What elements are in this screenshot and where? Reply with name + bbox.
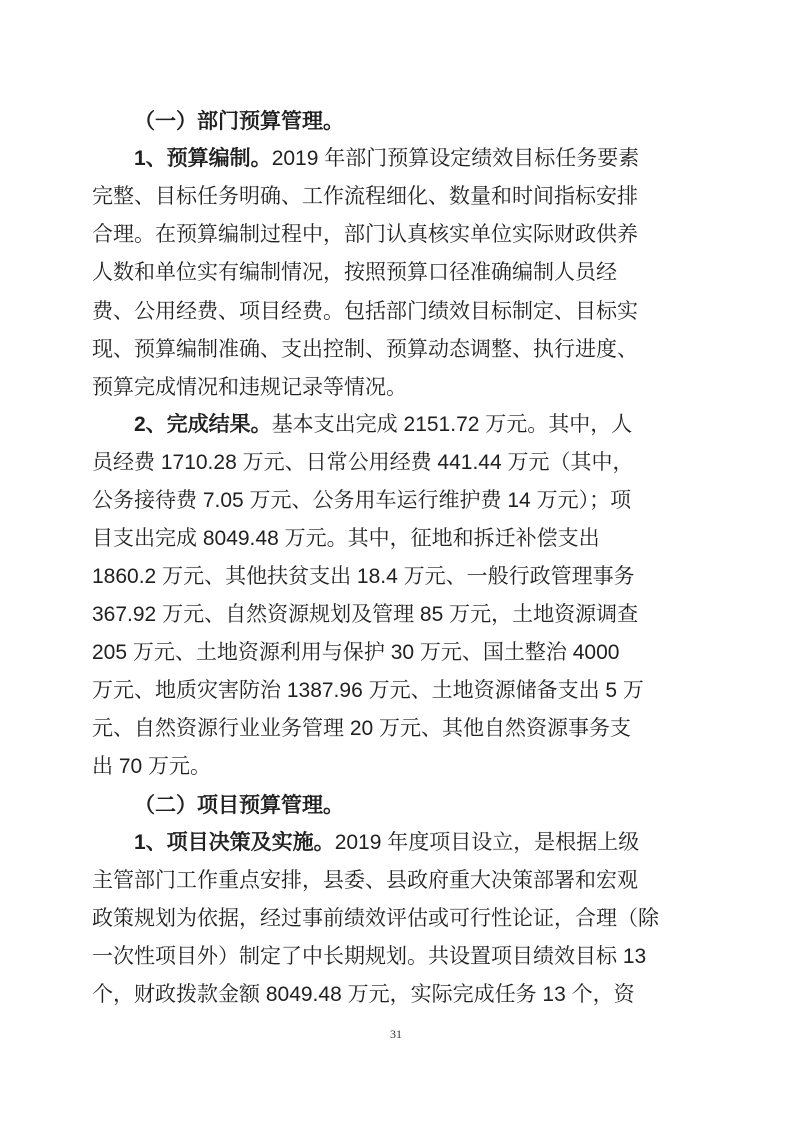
text-line — [92, 710, 680, 748]
text-line — [92, 976, 680, 1014]
text-line — [92, 444, 680, 482]
text-segment: 2、完成结果。 — [134, 413, 272, 436]
text-line — [92, 634, 680, 672]
text-line — [92, 900, 680, 938]
page-number: 31 — [390, 1027, 402, 1041]
section-heading — [92, 786, 680, 824]
text-line — [92, 824, 680, 862]
text-line — [92, 672, 680, 710]
text-segment: 现、预算编制准确、支出控制、预算动态调整、执行进度、 — [92, 337, 638, 361]
text-segment: 1、项目决策及实施。 — [134, 831, 335, 854]
text-segment: 员经费 1710.28 万元、日常公用经费 441.44 万元（其中， — [92, 451, 634, 474]
text-block — [92, 102, 680, 1014]
text-segment: （一）部门预算管理。 — [134, 109, 344, 133]
text-line — [92, 216, 680, 254]
text-line — [92, 140, 680, 178]
text-segment: 1860.2 万元、其他扶贫支出 18.4 万元、一般行政管理事务 — [92, 565, 635, 588]
text-segment: 政策规划为依据，经过事前绩效评估或可行性论证，合理（除 — [92, 907, 659, 930]
text-line — [92, 862, 680, 900]
text-segment: 2019 年度项目设立，是根据上级 — [334, 831, 640, 854]
text-line — [92, 254, 680, 292]
text-segment: 费、公用经费、项目经费。 — [92, 300, 344, 323]
text-line — [92, 520, 680, 558]
text-segment: 205 万元、土地资源利用与保护 30 万元、国土整治 4000 — [92, 641, 620, 664]
text-segment: 目支出完成 8049.48 万元。其中，征地和拆迁补偿支出 — [92, 527, 600, 550]
text-segment: 包括部门绩效目标制定、目标实 — [344, 299, 638, 323]
text-line — [92, 330, 680, 368]
text-segment: 预算完成情况和违规记录等情况。 — [92, 375, 407, 399]
text-segment: （二）项目预算管理。 — [134, 793, 344, 817]
section-heading — [92, 102, 680, 140]
text-segment: 出 70 万元。 — [92, 755, 212, 778]
text-segment: 公务接待费 7.05 万元、公务用车运行维护费 14 万元）；项 — [92, 489, 632, 512]
text-segment: 2019 年部门预算设定绩效目标任务要素 — [271, 147, 640, 170]
text-segment: 基本支出完成 2151.72 万元。其中，人 — [271, 413, 633, 436]
text-line — [92, 558, 680, 596]
text-line — [92, 368, 680, 406]
text-segment: 合理。在预算编制过程中，部门认真核实单位实际财政供养 — [92, 223, 638, 246]
text-segment: 万元、地质灾害防治 1387.96 万元、土地资源储备支出 5 万 — [92, 679, 644, 702]
text-segment: 完整、目标任务明确、工作流程细化、数量和时间指标安排 — [92, 185, 638, 208]
text-line — [92, 482, 680, 520]
text-segment: 人数和单位实有编制情况，按照预算口径准确编制人员经 — [92, 261, 617, 284]
text-segment: 一次性项目外）制定了中长期规划。共设置项目绩效目标 13 — [92, 945, 647, 968]
text-segment: 367.92 万元、自然资源规划及管理 85 万元，土地资源调查 — [92, 603, 639, 626]
text-line — [92, 938, 680, 976]
text-line — [92, 178, 680, 216]
text-segment: 元、自然资源行业业务管理 20 万元、其他自然资源事务支 — [92, 717, 632, 740]
text-segment: 1、预算编制。 — [134, 147, 272, 170]
text-segment: 主管部门工作重点安排，县委、县政府重大决策部署和宏观 — [92, 869, 638, 892]
text-line — [92, 748, 680, 786]
text-line — [92, 292, 680, 330]
text-segment: 个，财政拨款金额 8049.48 万元，实际完成任务 13 个，资 — [92, 983, 635, 1006]
text-line — [92, 406, 680, 444]
text-line — [92, 596, 680, 634]
